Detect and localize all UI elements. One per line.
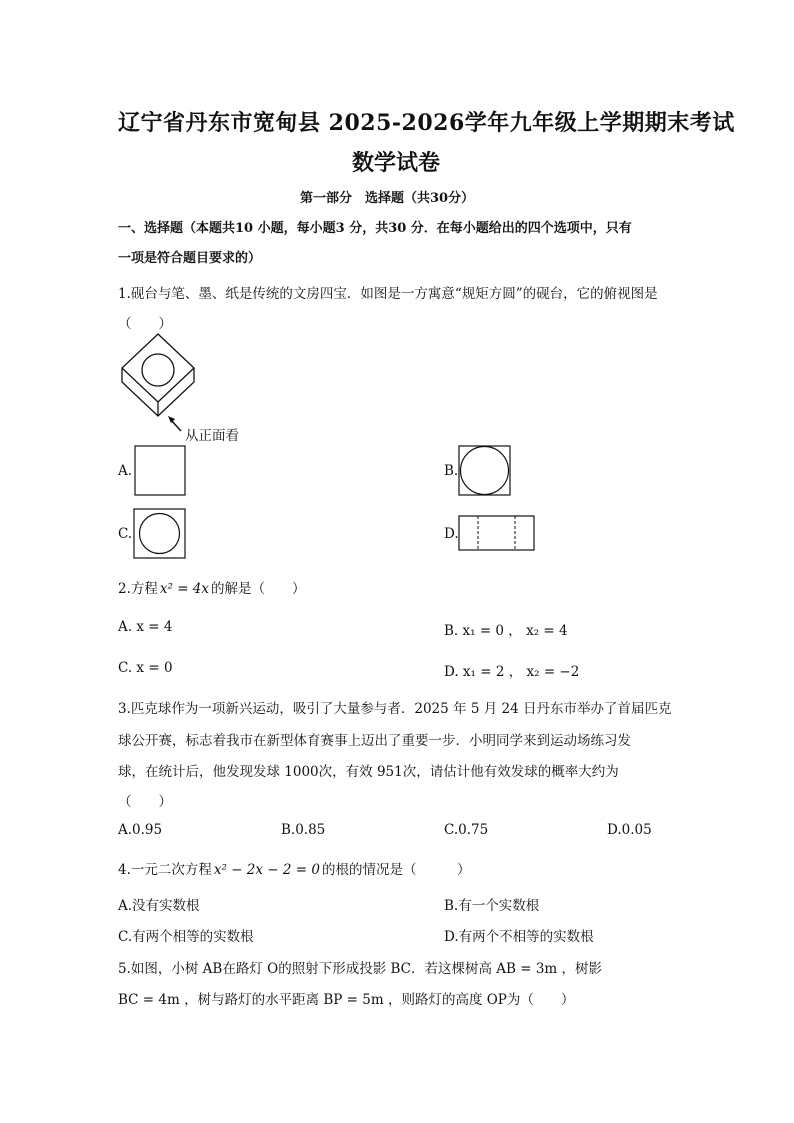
q2-option-d: D. x₁ = 2 ， x₂ = −2 xyxy=(444,664,580,680)
q1-stem-line1: 1.砚台与笔、墨、纸是传统的文房四宝．如图是一方寓意“规矩方圆”的砚台，它的俯视图是 xyxy=(118,286,658,302)
q1-option-d-figure xyxy=(458,515,536,553)
q3-option-b: B.0.85 xyxy=(281,822,326,838)
q2-stem xyxy=(118,577,306,597)
q4-option-c: C.有两个相等的实数根 xyxy=(118,929,254,945)
q4-option-d: D.有两个不相等的实数根 xyxy=(444,929,594,945)
q2-option-c: C. x = 0 xyxy=(118,660,173,676)
part-heading: 第一部分 选择题（共30分） xyxy=(300,191,475,206)
q2-option-a: A. x = 4 xyxy=(118,619,173,635)
q3-stem-line4: （ ） xyxy=(118,794,172,810)
view-direction-label: 从正面看 xyxy=(185,428,239,444)
inkstone-figure xyxy=(118,330,198,430)
q3-stem-line3: 球，在统计后，他发现发球 1000次，有效 951次，请估计他有效发球的概率大约为 xyxy=(118,764,619,780)
q3-option-a: A.0.95 xyxy=(118,822,163,838)
arrow-icon xyxy=(166,414,184,434)
q4-prefix: 4.一元二次方程 xyxy=(118,862,212,878)
q2-option-b: B. x₁ = 0 ， x₂ = 4 xyxy=(444,623,568,639)
q3-stem-line1: 3.匹克球作为一项新兴运动，吸引了大量参与者．2025 年 5 月 24 日丹东市举办了首届匹克 xyxy=(118,701,672,717)
q3-stem-line2: 球公开赛，标志着我市在新型体育赛事上迈出了重要一步．小明同学来到运动场练习发 xyxy=(118,733,631,749)
q4-option-a: A.没有实数根 xyxy=(118,898,200,914)
q4-option-b: B.有一个实数根 xyxy=(444,898,540,914)
q1-option-c-label: C. xyxy=(118,526,133,542)
q2-equation: x² = 4x xyxy=(159,581,210,597)
section-instructions-line1: 一、选择题（本题共10 小题，每小题3 分，共30 分．在每小题给出的四个选项中，只有 xyxy=(118,221,632,236)
q1-option-b-figure xyxy=(458,445,512,497)
exam-title: 辽宁省丹东市宽甸县 2025-2026学年九年级上学期期末考试 xyxy=(118,110,735,136)
q1-option-a-label: A. xyxy=(118,463,133,479)
q3-option-d: D.0.05 xyxy=(607,822,652,838)
exam-subtitle: 数学试卷 xyxy=(352,150,441,176)
q4-suffix: 的根的情况是（ ） xyxy=(321,862,471,878)
q4-equation: x² − 2x − 2 = 0 xyxy=(213,862,320,878)
q1-option-c-figure xyxy=(133,508,187,560)
q5-stem-line2: BC = 4m ，树与路灯的水平距离 BP = 5m ，则路灯的高度 OP为（ ） xyxy=(118,992,575,1008)
q3-option-c: C.0.75 xyxy=(444,822,489,838)
q2-suffix: 的解是（ ） xyxy=(211,581,306,597)
q2-prefix: 2.方程 xyxy=(118,581,158,597)
q4-stem xyxy=(118,858,470,878)
q5-stem-line1: 5.如图，小树 AB在路灯 O的照射下形成投影 BC．若这棵树高 AB = 3m ，树影 xyxy=(118,961,603,977)
q1-option-b-label: B. xyxy=(444,463,459,479)
q1-option-a-figure xyxy=(134,445,186,497)
q1-option-d-label: D. xyxy=(444,526,459,542)
section-instructions-line2: 一项是符合题目要求的） xyxy=(118,251,262,266)
q1-stem-line2: （ ） xyxy=(118,316,172,332)
